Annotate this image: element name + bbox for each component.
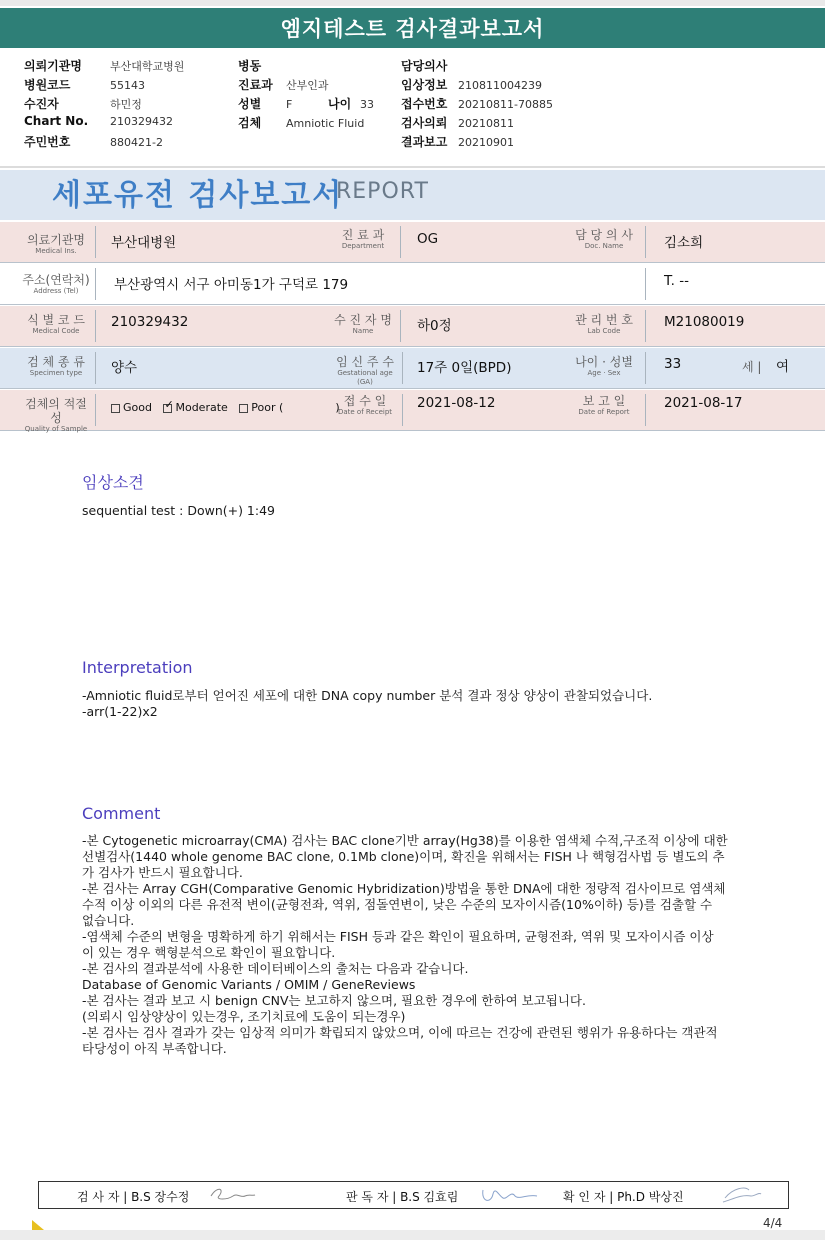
bottom-strip	[0, 1230, 825, 1240]
clinical-key: 임상정보	[401, 78, 448, 92]
value-medical-code: 210329432	[111, 314, 189, 330]
poor-checkbox	[239, 404, 248, 413]
interpretation-heading: Interpretation	[82, 658, 193, 677]
comment-line: -염색체 수준의 변형을 명확하게 하기 위해서는 FISH 등과 같은 확인이 필요하며, 균형전좌, 역위 및 모자이시즘 이상	[82, 929, 714, 944]
comment-line: 없습니다.	[82, 913, 135, 928]
receipt-key: 접수번호	[401, 97, 448, 111]
sex-key: 성별	[238, 97, 262, 111]
label-lab-code: 관 리 번 호 Lab Code	[575, 313, 633, 335]
label-report-date: 보 고 일 Date of Report	[578, 394, 630, 416]
label-institution: 의료기관명 Medical Ins.	[27, 233, 85, 255]
comment-line: 가 검사가 반드시 필요합니다.	[82, 865, 243, 880]
comment-heading: Comment	[82, 804, 161, 823]
divider	[645, 310, 646, 342]
reader-label: 판 독 자 | B.S 김효림	[346, 1190, 459, 1204]
chart-key: Chart No.	[24, 114, 89, 128]
divider	[95, 268, 96, 300]
quality-options	[111, 397, 340, 414]
comment-line: Database of Genomic Variants / OMIM / GeneReviews	[82, 977, 416, 992]
divider	[95, 226, 96, 258]
hospital-code-value: 55143	[110, 79, 145, 92]
chart-value: 210329432	[110, 115, 173, 128]
quality-moderate-label: Moderate	[175, 401, 228, 414]
comment-line: 타당성이 아직 부족합니다.	[82, 1041, 227, 1056]
confirmer-label: 확 인 자 | Ph.D 박상진	[563, 1190, 684, 1204]
value-doctor: 김소희	[664, 235, 704, 251]
institution-key: 의뢰기관명	[24, 59, 82, 73]
institution-value: 부산대학교병원	[110, 60, 185, 73]
sex-value: F	[286, 98, 293, 111]
report-key: 결과보고	[401, 135, 448, 149]
value-tel: T. --	[664, 273, 689, 289]
divider	[95, 310, 96, 342]
clinical-value: 210811004239	[458, 79, 542, 92]
dept-key: 진료과	[238, 78, 273, 92]
signature-footer	[38, 1181, 789, 1209]
divider	[402, 394, 403, 426]
confirmer-signature-icon	[719, 1184, 763, 1206]
page-number: 4/4	[763, 1216, 783, 1230]
divider	[645, 268, 646, 300]
label-gestational-age: 임 신 주 수 Gestational age (GA)	[336, 355, 394, 386]
doctor-key: 담당의사	[401, 59, 448, 73]
report-value: 20210901	[458, 136, 514, 149]
header-col-2	[238, 57, 374, 133]
label-department: 진 료 과 Department	[341, 228, 385, 250]
value-gestational-age: 17주 0일(BPD)	[417, 360, 512, 376]
value-receipt-date: 2021-08-12	[417, 395, 496, 411]
interpretation-line: -Amniotic fluid로부터 얻어진 세포에 대한 DNA copy number 분석 결과 정상 양상이 관찰되었습니다.	[82, 688, 653, 703]
resident-value: 880421-2	[110, 136, 163, 149]
quality-good-label: Good	[123, 401, 152, 414]
age-key: 나이	[328, 97, 352, 111]
good-checkbox	[111, 404, 120, 413]
moderate-checkbox	[163, 397, 174, 413]
divider	[645, 226, 646, 258]
examinee-value: 하민정	[110, 98, 142, 111]
interpretation-text	[82, 688, 652, 720]
examiner-label: 검 사 자 | B.S 장수정	[77, 1190, 190, 1204]
comment-text	[82, 833, 728, 1057]
request-key: 검사의뢰	[401, 116, 448, 130]
comment-line: -본 검사의 결과분석에 사용한 데이터베이스의 출처는 다음과 같습니다.	[82, 961, 469, 976]
comment-line: -본 검사는 Array CGH(Comparative Genomic Hybridization)방법을 통한 DNA에 대한 정량적 검사이므로 염색체	[82, 881, 726, 896]
page-corner-icon	[32, 1220, 44, 1230]
label-specimen-type: 검 체 종 류 Specimen type	[27, 355, 85, 377]
divider	[95, 352, 96, 384]
top-strip	[0, 0, 825, 6]
comment-line: -본 검사는 검사 결과가 갖는 임상적 의미가 확립되지 않았으며, 이에 따르는 건강에 관련된 행위가 유용하다는 객관적	[82, 1025, 718, 1040]
label-receipt-date: 접 수 일 Date of Receipt	[337, 394, 393, 416]
comment-line: 이 있는 경우 핵형분석으로 확인이 필요합니다.	[82, 945, 336, 960]
label-sample-quality: 검체의 적절성 Quality of Sample	[24, 397, 88, 433]
request-value: 20210811	[458, 117, 514, 130]
value-specimen-type: 양수	[111, 360, 138, 376]
table-row-codes	[0, 306, 825, 347]
interpretation-line: -arr(1-22)x2	[82, 704, 158, 719]
divider	[402, 352, 403, 384]
value-institution: 부산대병원	[111, 235, 177, 251]
comment-line: -본 Cytogenetic microarray(CMA) 검사는 BAC clone기반 array(Hg38)를 이용한 염색체 수적,구조적 이상에 대한	[82, 833, 728, 848]
check-mark-icon: ✓	[164, 397, 174, 411]
table-row-address	[0, 264, 825, 305]
value-report-date: 2021-08-17	[664, 395, 743, 411]
value-address: 부산광역시 서구 아미동1가 구덕로 179	[114, 277, 349, 293]
value-name: 하0정	[417, 318, 452, 334]
value-department: OG	[417, 231, 439, 247]
table-row-quality	[0, 390, 825, 431]
comment-line: 선별검사(1440 whole genome BAC clone, 0.1Mb clone)이며, 확진을 위해서는 FISH 나 핵형검사법 등 별도의 추	[82, 849, 725, 864]
dept-value: 산부인과	[286, 79, 329, 92]
ward-key: 병동	[238, 59, 262, 73]
value-lab-code: M21080019	[664, 314, 745, 330]
reader-signature-icon	[479, 1184, 541, 1206]
report-title: 엠지테스트 검사결과보고서	[280, 17, 545, 41]
divider	[400, 226, 401, 258]
label-doctor: 담 당 의 사 Doc. Name	[575, 228, 633, 250]
table-row-specimen	[0, 348, 825, 389]
report-title-bar	[0, 8, 825, 48]
divider	[645, 352, 646, 384]
label-age-sex: 나이 · 성별 Age · Sex	[575, 355, 633, 377]
value-age: 33	[664, 356, 682, 372]
age-value: 33	[360, 98, 374, 111]
label-address: 주소(연락처) Address (Tel)	[22, 273, 90, 295]
quality-poor-close: )	[335, 401, 340, 414]
header-col-1	[24, 57, 184, 152]
label-name: 수 진 자 명 Name	[334, 313, 392, 335]
clinical-text: sequential test : Down(+) 1:49	[82, 503, 276, 518]
age-unit: 세 |	[742, 360, 762, 374]
table-row-institution	[0, 222, 825, 263]
header-divider	[0, 166, 825, 168]
divider	[645, 394, 646, 426]
specimen-key: 검체	[238, 116, 262, 130]
divider	[95, 394, 96, 426]
cytogenetic-report-band	[0, 170, 825, 220]
value-sex: 여	[776, 359, 790, 375]
quality-poor-label: Poor (	[251, 401, 284, 414]
examinee-key: 수진자	[24, 97, 59, 111]
hospital-code-key: 병원코드	[24, 78, 71, 92]
comment-line: 수적 이상 이외의 다른 유전적 변이(균형전좌, 역위, 점돌연변이, 낮은 수준의 모자이시즘(10%이하) 등)를 검출할 수	[82, 897, 713, 912]
header-col-3	[401, 57, 553, 152]
resident-key: 주민번호	[24, 135, 71, 149]
clinical-heading: 임상소견	[82, 473, 144, 492]
divider	[400, 310, 401, 342]
specimen-value: Amniotic Fluid	[286, 117, 365, 130]
examiner-signature-icon	[207, 1184, 257, 1204]
label-medical-code: 식 별 코 드 Medical Code	[27, 313, 85, 335]
band-suffix: REPORT	[336, 179, 429, 204]
receipt-value: 20210811-70885	[458, 98, 553, 111]
comment-line: -본 검사는 결과 보고 시 benign CNV는 보고하지 않으며, 필요한 경우에 한하여 보고됩니다.	[82, 993, 586, 1008]
comment-line: (의뢰시 임상양상이 있는경우, 조기치료에 도움이 되는경우)	[82, 1009, 406, 1024]
band-title: 세포유전 검사보고서	[52, 178, 344, 213]
